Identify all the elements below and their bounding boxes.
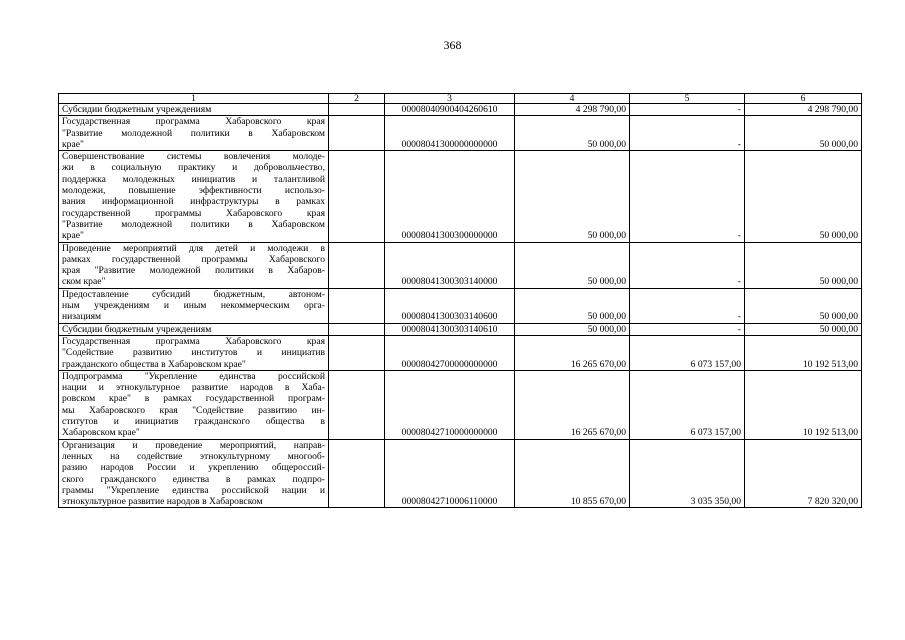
column-2-cell — [329, 104, 385, 116]
row-name-line: ститутов и инициатив гражданского общества в — [62, 416, 325, 428]
row-name-cell — [59, 323, 329, 335]
amount-total-cell: 50 000,00 — [515, 288, 630, 323]
budget-code-cell: 00008042710000000000 — [385, 370, 515, 439]
row-name-line: низациям — [62, 311, 102, 323]
table-row — [59, 439, 862, 508]
column-header: 1 — [59, 94, 329, 104]
row-name-line: рамках государственной программы Хабаровского — [62, 253, 325, 265]
budget-table — [58, 93, 862, 508]
amount-regional-cell: 7 820 320,00 — [745, 439, 862, 508]
table-row — [59, 116, 862, 151]
row-name-line: Хабаровском крае" — [62, 427, 140, 439]
amount-total-cell: 50 000,00 — [515, 116, 630, 151]
table-row — [59, 335, 862, 370]
column-2-cell — [329, 439, 385, 508]
column-2-cell — [329, 242, 385, 288]
row-name-line: жи в социальную практику и добровольчество, — [62, 162, 325, 174]
table-row — [59, 323, 862, 335]
column-2-cell — [329, 288, 385, 323]
budget-code-cell: 00008040900404260610 — [385, 104, 515, 116]
amount-federal-cell: - — [630, 323, 745, 335]
budget-code-cell: 00008042710006110000 — [385, 439, 515, 508]
table-row — [59, 288, 862, 323]
column-header: 2 — [329, 94, 385, 104]
row-name-line: государственной программы Хабаровского края — [62, 207, 325, 219]
amount-total-cell: 16 265 670,00 — [515, 370, 630, 439]
row-name-line: нации и этнокультурное развитие народов в Хаба- — [62, 382, 325, 394]
table-row — [59, 242, 862, 288]
row-name-line: крае" — [62, 230, 84, 242]
amount-total-cell: 50 000,00 — [515, 151, 630, 242]
row-name-line: вания информационной инфраструктуры в рамках — [62, 196, 325, 208]
column-header: 4 — [515, 94, 630, 104]
row-name-cell — [59, 288, 329, 323]
budget-code-cell: 00008041300303140610 — [385, 323, 515, 335]
column-header: 5 — [630, 94, 745, 104]
column-2-cell — [329, 151, 385, 242]
table-row — [59, 104, 862, 116]
row-name-cell — [59, 370, 329, 439]
column-header: 6 — [745, 94, 862, 104]
row-name-line: Государственная программа Хабаровского края — [62, 116, 325, 128]
amount-federal-cell: 6 073 157,00 — [630, 335, 745, 370]
row-name-cell — [59, 335, 329, 370]
row-name-cell — [59, 439, 329, 508]
row-name-line: Проведение мероприятий для детей и молодежи в — [62, 242, 325, 254]
amount-total-cell: 4 298 790,00 — [515, 104, 630, 116]
row-name-line: Предоставление субсидий бюджетным, автоном- — [62, 288, 325, 300]
budget-code-cell: 00008041300303140600 — [385, 288, 515, 323]
page-number: 368 — [443, 38, 462, 52]
amount-regional-cell: 50 000,00 — [745, 242, 862, 288]
row-name-line: граммы "Укрепление единства российской нации и — [62, 484, 325, 496]
row-name-cell — [59, 151, 329, 242]
table-row — [59, 151, 862, 242]
row-name-line: разию народов России и укреплению общероссий- — [62, 462, 325, 474]
budget-code-cell: 00008041300303140000 — [385, 242, 515, 288]
amount-total-cell: 50 000,00 — [515, 242, 630, 288]
row-name-line: крае" — [62, 138, 84, 150]
row-name-line: "Развитие молодежной политики в Хабаровском — [62, 218, 325, 230]
amount-regional-cell: 50 000,00 — [745, 151, 862, 242]
column-2-cell — [329, 335, 385, 370]
amount-federal-cell: - — [630, 151, 745, 242]
amount-total-cell: 16 265 670,00 — [515, 335, 630, 370]
amount-regional-cell: 50 000,00 — [745, 323, 862, 335]
column-header: 3 — [385, 94, 515, 104]
row-name-line: Субсидии бюджетным учреждениям — [62, 104, 212, 115]
row-name-line: Организация и проведение мероприятий, направ- — [62, 439, 325, 451]
row-name-cell — [59, 242, 329, 288]
amount-federal-cell: - — [630, 242, 745, 288]
table-row — [59, 370, 862, 439]
amount-federal-cell: 6 073 157,00 — [630, 370, 745, 439]
amount-regional-cell: 50 000,00 — [745, 116, 862, 151]
amount-federal-cell: - — [630, 116, 745, 151]
row-name-line: Подпрограмма "Укрепление единства российской — [62, 370, 325, 382]
amount-federal-cell: - — [630, 104, 745, 116]
budget-code-cell: 00008041300300000000 — [385, 151, 515, 242]
amount-total-cell: 50 000,00 — [515, 323, 630, 335]
row-name-line: гражданского общества в Хабаровском крае" — [62, 358, 246, 370]
amount-federal-cell: 3 035 350,00 — [630, 439, 745, 508]
column-2-cell — [329, 116, 385, 151]
row-name-line: ского гражданского единства в рамках подпро- — [62, 473, 325, 485]
row-name-line: ровском крае" в рамках государственной програм- — [62, 393, 325, 405]
amount-federal-cell: - — [630, 288, 745, 323]
row-name-line: молодежи, повышение эффективности использо- — [62, 185, 325, 197]
row-name-line: ным учреждениям и иным некоммерческим орга- — [62, 300, 325, 312]
row-name-line: "Содействие развитию институтов и инициатив — [62, 347, 325, 359]
amount-regional-cell: 10 192 513,00 — [745, 370, 862, 439]
row-name-line: "Развитие молодежной политики в Хабаровском — [62, 127, 325, 139]
column-2-cell — [329, 323, 385, 335]
budget-code-cell: 00008041300000000000 — [385, 116, 515, 151]
row-name-line: Совершенствование системы вовлечения молоде- — [62, 151, 325, 163]
budget-code-cell: 00008042700000000000 — [385, 335, 515, 370]
row-name-line: Субсидии бюджетным учреждениям — [62, 323, 212, 335]
row-name-line: ском крае" — [62, 276, 106, 288]
amount-regional-cell: 4 298 790,00 — [745, 104, 862, 116]
row-name-line: этнокультурное развитие народов в Хабаровском — [62, 496, 263, 508]
row-name-line: мы Хабаровского края "Содействие развитию ин- — [62, 404, 325, 416]
amount-total-cell: 10 855 670,00 — [515, 439, 630, 508]
amount-regional-cell: 50 000,00 — [745, 288, 862, 323]
column-header-row — [59, 94, 862, 104]
row-name-line: края "Развитие молодежной политики в Хабаров- — [62, 265, 325, 277]
column-2-cell — [329, 370, 385, 439]
row-name-cell — [59, 116, 329, 151]
amount-regional-cell: 10 192 513,00 — [745, 335, 862, 370]
row-name-line: Государственная программа Хабаровского края — [62, 335, 325, 347]
row-name-line: поддержка молодежных инициатив и талантливой — [62, 173, 325, 185]
row-name-line: ленных на содействие этнокультурному многооб- — [62, 450, 325, 462]
row-name-cell — [59, 104, 329, 116]
